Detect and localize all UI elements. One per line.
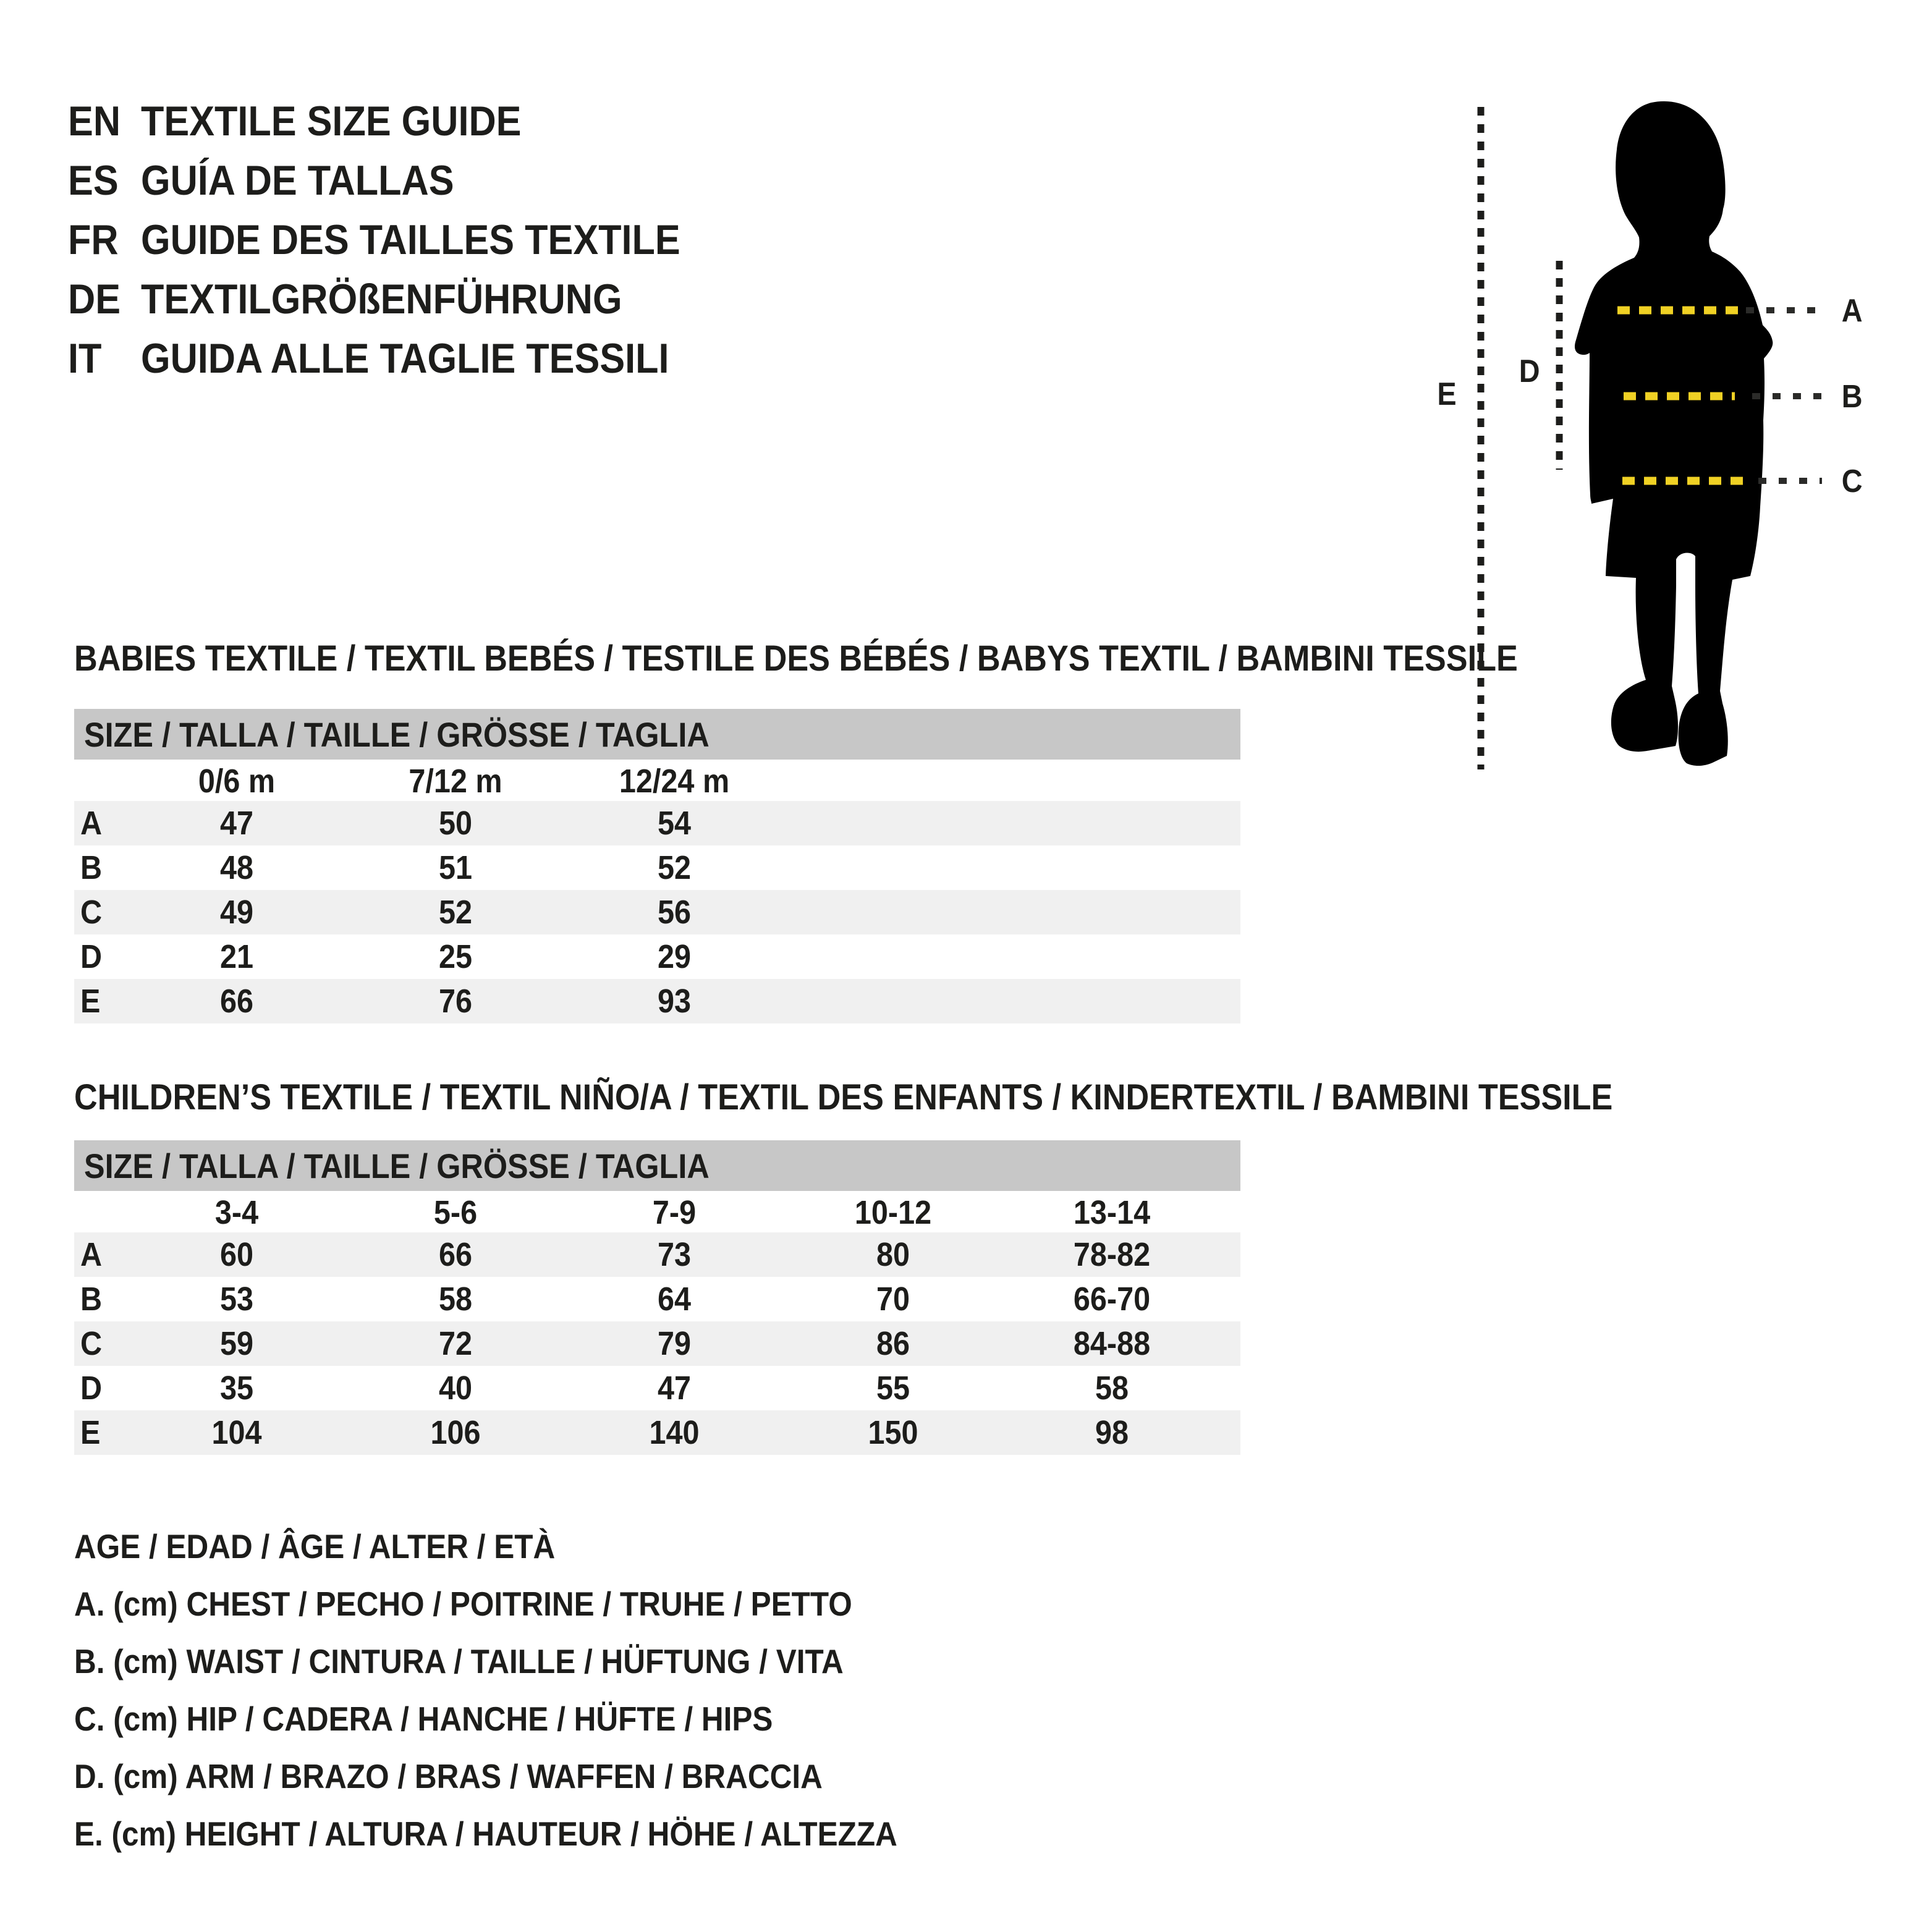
babies-cell-d-0: 21: [219, 938, 254, 975]
babies-cell-c-2: 56: [657, 894, 692, 931]
babies-cell-b-2: 52: [657, 849, 692, 886]
children-row-d: [74, 1366, 1240, 1410]
legend-line-arm: D. (cm) ARM / BRAZO / BRAS / WAFFEN / BRACCIA: [74, 1756, 823, 1795]
children-row-e: [74, 1410, 1240, 1455]
babies-size-header-bar: SIZE / TALLA / TAILLE / GRÖSSE / TAGLIA: [74, 709, 1240, 760]
babies-rows: [74, 801, 1240, 1023]
babies-cell-b-0: 48: [219, 849, 254, 886]
babies-cell-d-2: 29: [657, 938, 692, 975]
babies-row-label-b: B: [80, 849, 103, 886]
children-cell-c-3: 86: [876, 1325, 910, 1362]
babies-row-e: [74, 979, 1240, 1023]
children-cell-d-4: 58: [1095, 1370, 1129, 1407]
marker-label-d: D: [1519, 353, 1540, 389]
babies-row-label-e: E: [80, 983, 101, 1020]
children-column-header-1: 5-6: [433, 1194, 478, 1231]
children-cell-c-2: 79: [657, 1325, 692, 1362]
babies-cell-a-0: 47: [219, 805, 254, 842]
babies-row-label-c: C: [80, 894, 103, 931]
children-cell-b-0: 53: [219, 1281, 254, 1318]
lang-row-en: [68, 91, 740, 151]
children-cell-b-3: 70: [876, 1281, 910, 1318]
lang-title-es: GUÍA DE TALLAS: [141, 157, 454, 204]
children-cell-b-1: 58: [438, 1281, 473, 1318]
children-size-table: [74, 1193, 1240, 1455]
lang-title-it: GUIDA ALLE TAGLIE TESSILI: [141, 335, 669, 382]
lang-row-it: [68, 329, 740, 388]
children-cell-a-3: 80: [876, 1236, 910, 1273]
children-rows: [74, 1232, 1240, 1455]
babies-cell-e-2: 93: [657, 983, 692, 1020]
children-cell-c-4: 84-88: [1073, 1325, 1151, 1362]
children-size-header-bar: SIZE / TALLA / TAILLE / GRÖSSE / TAGLIA: [74, 1140, 1240, 1191]
babies-cell-e-1: 76: [438, 983, 473, 1020]
marker-label-e: E: [1437, 376, 1457, 412]
legend-line-age: AGE / EDAD / ÂGE / ALTER / ETÀ: [74, 1527, 556, 1566]
children-row-label-e: E: [80, 1414, 101, 1451]
lang-title-en: TEXTILE SIZE GUIDE: [141, 98, 522, 145]
babies-cell-a-2: 54: [657, 805, 692, 842]
babies-size-table: [74, 761, 1240, 1023]
children-row-a: [74, 1232, 1240, 1277]
language-title-list: [68, 91, 740, 388]
children-column-header-2: 7-9: [652, 1194, 697, 1231]
babies-column-header-1: 7/12 m: [409, 763, 502, 800]
lang-code-en: EN: [68, 98, 121, 145]
lang-code-es: ES: [68, 157, 119, 204]
children-column-header-row: [74, 1193, 1240, 1232]
children-cell-d-2: 47: [657, 1370, 692, 1407]
marker-label-b: B: [1841, 378, 1863, 415]
babies-cell-b-1: 51: [438, 849, 473, 886]
measurement-legend: [74, 1517, 989, 1862]
lang-title-fr: GUIDE DES TAILLES TEXTILE: [141, 216, 680, 263]
lang-code-fr: FR: [68, 216, 119, 263]
children-cell-d-1: 40: [438, 1370, 473, 1407]
children-cell-e-4: 98: [1095, 1414, 1129, 1451]
legend-line-waist: B. (cm) WAIST / CINTURA / TAILLE / HÜFTUNG / VITA: [74, 1642, 844, 1680]
lang-code-it: IT: [68, 335, 102, 382]
babies-row-c: [74, 890, 1240, 934]
children-cell-e-0: 104: [211, 1414, 262, 1451]
babies-row-d: [74, 934, 1240, 979]
children-cell-c-0: 59: [219, 1325, 254, 1362]
children-column-header-3: 10-12: [854, 1194, 932, 1231]
lang-row-de: [68, 269, 740, 329]
children-cell-e-1: 106: [430, 1414, 481, 1451]
children-section-title: CHILDREN’S TEXTILE / TEXTIL NIÑO/A / TEXTIL DES ENFANTS / KINDERTEXTIL / BAMBINI TESSILE: [74, 1077, 1613, 1117]
children-cell-e-3: 150: [868, 1414, 918, 1451]
children-column-header-4: 13-14: [1073, 1194, 1151, 1231]
babies-cell-c-0: 49: [219, 894, 254, 931]
babies-row-label-d: D: [80, 938, 103, 975]
babies-cell-e-0: 66: [219, 983, 254, 1020]
children-column-header-0: 3-4: [214, 1194, 259, 1231]
children-cell-d-3: 55: [876, 1370, 910, 1407]
lang-row-es: [68, 151, 740, 210]
children-row-label-b: B: [80, 1281, 103, 1318]
babies-row-label-a: A: [80, 805, 103, 842]
children-cell-b-2: 64: [657, 1281, 692, 1318]
children-cell-c-1: 72: [438, 1325, 473, 1362]
children-row-label-d: D: [80, 1370, 103, 1407]
lang-row-fr: [68, 210, 740, 269]
children-row-label-a: A: [80, 1236, 103, 1273]
babies-column-header-row: [74, 761, 1240, 801]
babies-cell-d-1: 25: [438, 938, 473, 975]
children-row-c: [74, 1321, 1240, 1366]
babies-column-header-0: 0/6 m: [198, 763, 276, 800]
marker-label-a: A: [1841, 292, 1863, 329]
legend-line-hip: C. (cm) HIP / CADERA / HANCHE / HÜFTE / HIPS: [74, 1699, 773, 1738]
children-cell-a-2: 73: [657, 1236, 692, 1273]
children-cell-e-2: 140: [649, 1414, 700, 1451]
legend-line-height: E. (cm) HEIGHT / ALTURA / HAUTEUR / HÖHE / ALTEZZA: [74, 1814, 897, 1853]
babies-row-a: [74, 801, 1240, 845]
babies-row-b: [74, 845, 1240, 890]
marker-label-c: C: [1841, 463, 1863, 499]
lang-title-de: TEXTILGRÖßENFÜHRUNG: [141, 276, 622, 323]
children-cell-a-4: 78-82: [1073, 1236, 1151, 1273]
children-cell-a-0: 60: [219, 1236, 254, 1273]
babies-column-header-2: 12/24 m: [619, 763, 730, 800]
children-row-b: [74, 1277, 1240, 1321]
children-row-label-c: C: [80, 1325, 103, 1362]
children-cell-b-4: 66-70: [1073, 1281, 1151, 1318]
children-cell-d-0: 35: [219, 1370, 254, 1407]
babies-cell-a-1: 50: [438, 805, 473, 842]
babies-section-title: BABIES TEXTILE / TEXTIL BEBÉS / TESTILE DES BÉBÉS / BABYS TEXTIL / BAMBINI TESSILE: [74, 638, 1518, 679]
children-cell-a-1: 66: [438, 1236, 473, 1273]
babies-cell-c-1: 52: [438, 894, 473, 931]
legend-line-chest: A. (cm) CHEST / PECHO / POITRINE / TRUHE / PETTO: [74, 1584, 852, 1623]
lang-code-de: DE: [68, 276, 121, 323]
